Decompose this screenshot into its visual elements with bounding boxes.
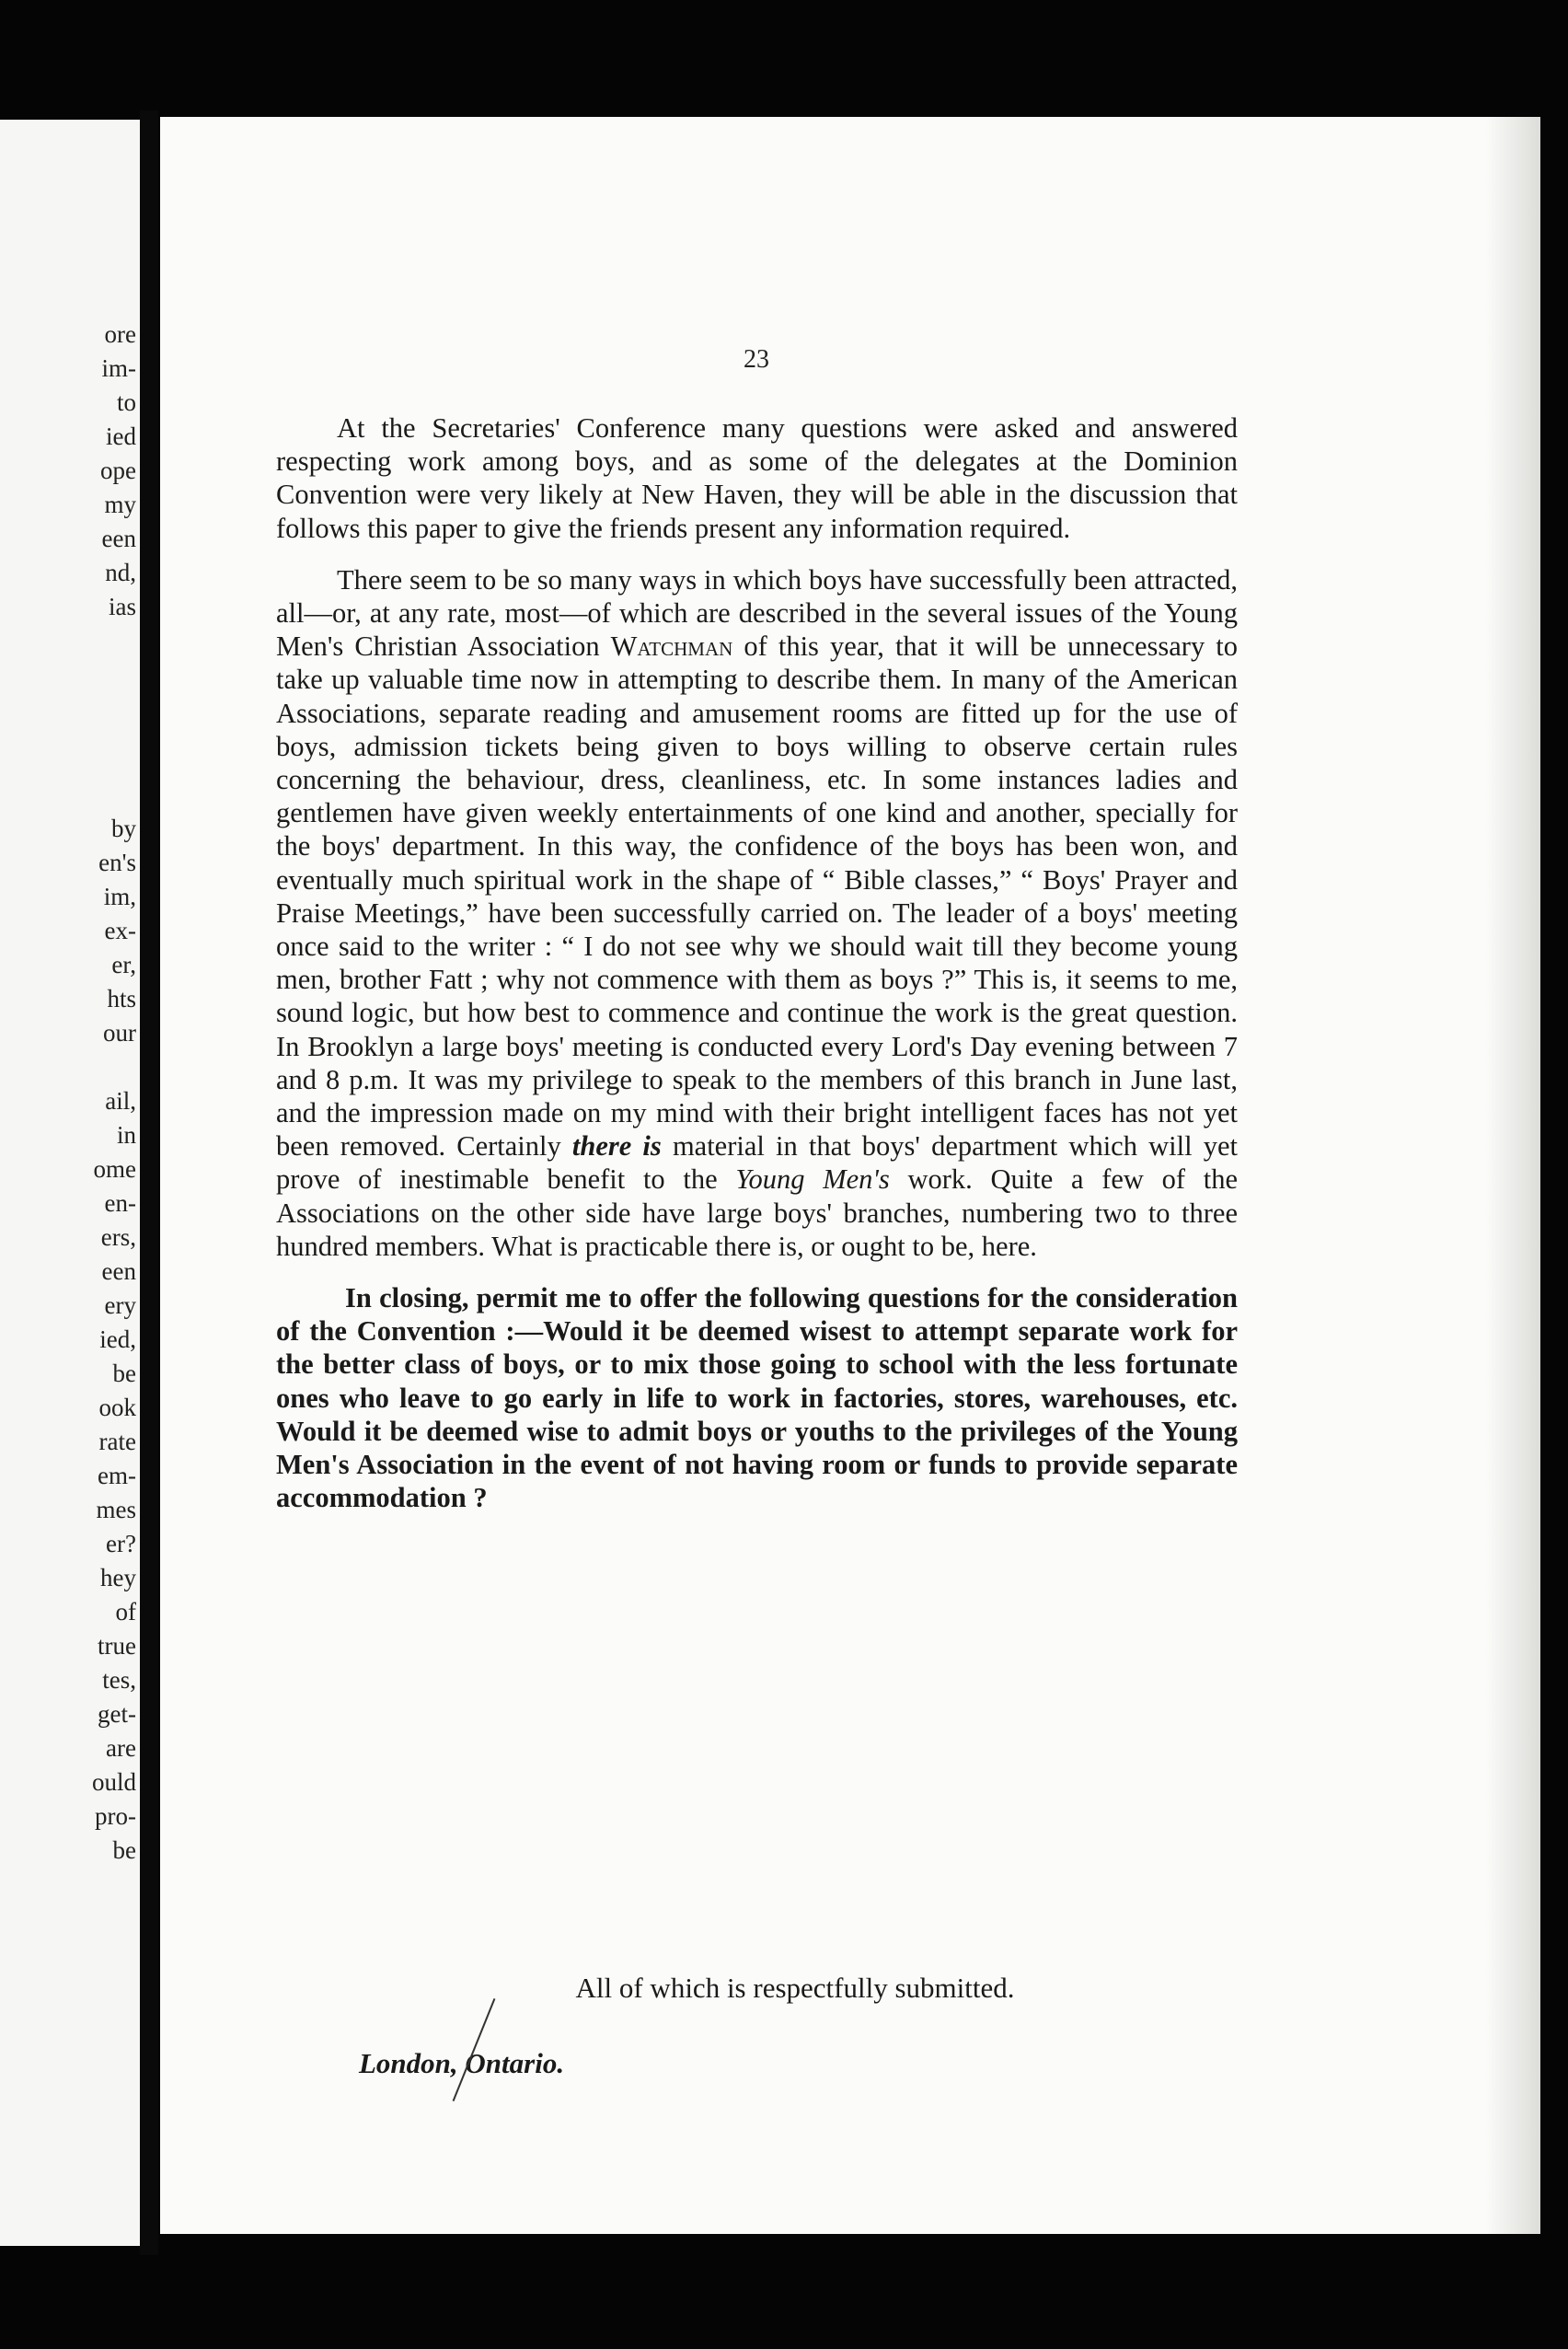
facing-page-fragment: be	[112, 1836, 136, 1864]
facing-page-fragment: ore	[104, 320, 136, 348]
facing-page-fragment: ias	[109, 593, 136, 620]
facing-page-fragment: pro-	[95, 1802, 136, 1830]
facing-page-fragment: hts	[107, 985, 136, 1012]
facing-page-fragment: ied,	[99, 1325, 136, 1353]
page-gutter	[140, 110, 158, 2255]
facing-page-fragment: en-	[104, 1189, 136, 1217]
facing-page-fragment: my	[104, 491, 136, 518]
facing-page-fragment: im-	[101, 354, 136, 382]
facing-page-fragment: of	[115, 1598, 136, 1626]
facing-page-fragment: ope	[100, 457, 136, 484]
facing-page-fragment: mes	[96, 1496, 136, 1523]
closing-line: All of which is respectfully submitted.	[575, 1972, 1015, 2004]
facing-page-fragment: be	[112, 1360, 136, 1387]
facing-page-fragment: tes,	[102, 1666, 136, 1694]
paragraph-2-segment: there is	[571, 1130, 662, 1163]
facing-page-fragment: our	[103, 1019, 136, 1047]
paragraph-1-segment: At the Secretaries' Conference many questions were asked and answered respecting work among boys, and as some of the delegates at the Dominion Convention were very likely at New Haven, they will be able in the discussion that follows this paper to give the friends present any information required.	[276, 412, 1238, 544]
page-edge-shadow	[1485, 117, 1540, 2234]
facing-page-fragment: ook	[98, 1394, 136, 1421]
page-number: 23	[744, 345, 769, 374]
body-text	[276, 411, 1238, 1515]
facing-page-fragment: nd,	[105, 559, 136, 586]
facing-page-fragment: by	[111, 815, 136, 842]
facing-page-fragment: rate	[98, 1428, 136, 1455]
paragraph-2-segment: There seem to be so many ways in which boys have successfully been attracted, all—or, at any rate, most—of which are described in the several issues of the Young Men's Christian Association	[276, 563, 1238, 663]
facing-page-fragment: em-	[98, 1462, 136, 1489]
facing-page-edge	[0, 120, 140, 2246]
facing-page-fragment: ied	[106, 422, 136, 450]
paragraph-2-segment: material in that boys' department which will yet prove of inestimable benefit to the	[276, 1130, 1238, 1196]
facing-page-fragment: een	[101, 1257, 136, 1285]
facing-page-fragment: are	[106, 1734, 136, 1762]
paragraph-2-segment: Watchman	[610, 631, 733, 663]
paragraph-3-segment: In closing, permit me to offer the following questions for the consideration of the Convention :—Would it be deemed wisest to attempt separate work for the better class of boys, or to mix those going to school with the less fortunate ones who leave to go early in life to work in factories, stores, warehouses, etc. Would it be deemed wise to admit boys or youths to the privileges of the Young Men's Association in the event of not having room or funds to provide separate accommodation ?	[276, 1282, 1238, 1514]
paragraph-3	[276, 1281, 1238, 1514]
facing-page-fragment: in	[116, 1121, 136, 1149]
place-signature: London, Ontario.	[359, 2047, 565, 2079]
facing-page-fragment: een	[101, 525, 136, 552]
facing-page-fragment: ers,	[100, 1223, 136, 1251]
facing-page-fragment: en's	[98, 849, 136, 876]
paragraph-1	[276, 411, 1238, 545]
document-page	[160, 117, 1540, 2234]
facing-page-fragment: er?	[106, 1530, 136, 1557]
facing-page-fragment: hey	[100, 1564, 136, 1591]
facing-page-fragment: ail,	[105, 1087, 136, 1115]
facing-page-fragment: ex-	[104, 917, 136, 944]
facing-page-fragment: ome	[93, 1155, 136, 1183]
facing-page-fragment: true	[98, 1632, 136, 1660]
facing-page-fragment: im,	[103, 883, 136, 910]
facing-page-fragment: er,	[111, 951, 136, 978]
paragraph-2-segment: of this year, that it will be unnecessary to take up valuable time now in attempting to describe them. In many of the American Associations, separate reading and amusement rooms are fitted up for the use of boys, admission tickets being given to boys willing to observe certain rules concerning the behaviour, dress, cleanliness, etc. In some instances ladies and gentlemen have given weekly entertainments of one kind and another, specially for the boys' department. In this way, the confidence of the boys has been won, and eventually much spiritual work in the shape of “ Bible classes,” “ Boys' Prayer and Praise Meetings,” have been successfully carried on. The leader of a boys' meeting once said to the writer : “ I do not see why we should wait till they become young men, brother Fatt ; why not commence with them as boys ?” This is, it seems to me, sound logic, but how best to commence and continue the work is the great question. In Brooklyn a large boys' meeting is conducted every Lord's Day evening between 7 and 8 p.m. It was my privilege to speak to the members of this branch in June last, and the impression made on my mind with their bright intelligent faces has not yet been removed. Certainly	[276, 631, 1238, 1163]
paragraph-2-segment: work. Quite a few of the Associations on the other side have large boys' branches, numbering two to three hundred members. What is practicable there is, or ought to be, here.	[276, 1163, 1238, 1262]
facing-page-fragment: get-	[98, 1700, 136, 1728]
paragraph-2-segment: Young Men's	[735, 1163, 890, 1196]
facing-page-fragment: to	[116, 388, 136, 416]
facing-page-fragment: ould	[91, 1768, 136, 1796]
facing-page-fragment: ery	[104, 1291, 136, 1319]
paragraph-2	[276, 563, 1238, 1263]
